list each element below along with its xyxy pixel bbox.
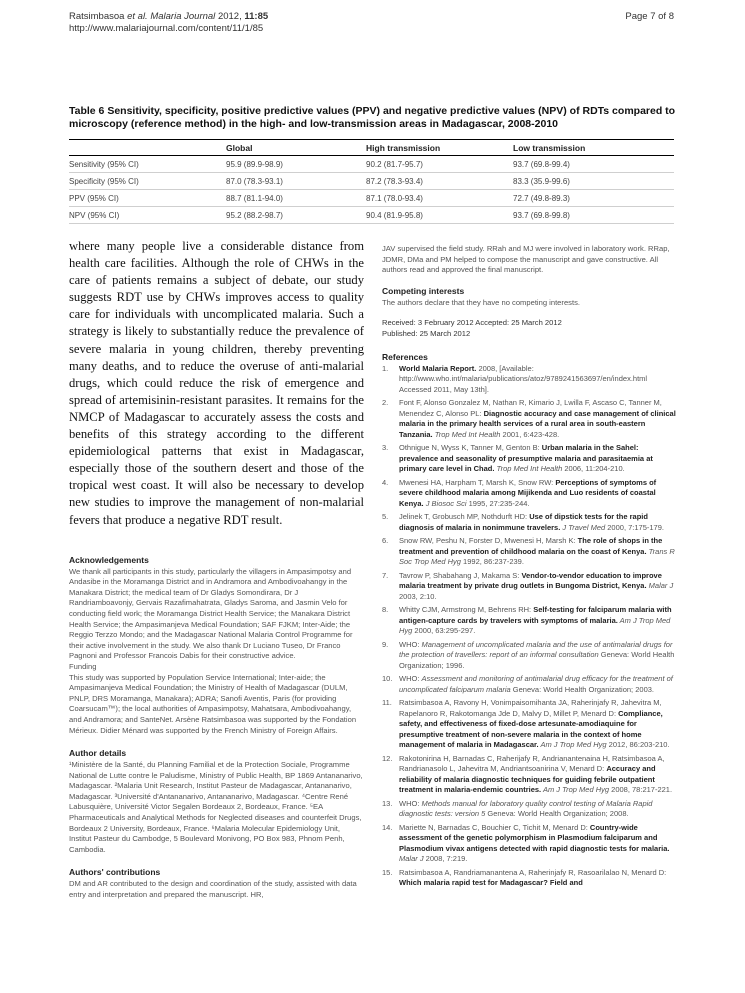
- reference-item: [382, 443, 678, 475]
- table-cell: Sensitivity (95% CI): [69, 156, 226, 173]
- reference-details: 2012, 86:203-210.: [606, 740, 670, 750]
- reference-journal: J Travel Med: [560, 522, 606, 532]
- table-cell: 90.4 (81.9-95.8): [366, 207, 513, 224]
- reference-title[interactable]: Compliance, safety, and effectiveness of fixed-dose artesunate-amodiaquine for presumptive treatment of non-severe malaria in the context of home management of malaria in Madagascar.: [399, 708, 663, 750]
- reference-journal: Management of uncomplicated malaria and the use of antimalarial drugs for the protection of travellers: report of an informal consultation: [399, 639, 673, 660]
- reference-item: [382, 605, 678, 637]
- reference-number: 3.: [382, 443, 389, 453]
- table-cell: 90.2 (81.7-95.7): [366, 156, 513, 173]
- reference-authors: WHO:: [399, 798, 422, 808]
- competing-interests-heading: Competing interests: [382, 285, 465, 296]
- table-caption: Table 6 Sensitivity, specificity, positive predictive values (PPV) and negative predictive values (NPV) of RDTs compared to microscopy (reference method) in the high- and low-transmission areas in Madagascar, 2008-2010: [69, 105, 676, 130]
- reference-journal: Trop Med Int Health: [494, 464, 563, 474]
- reference-details: 1992, 86:237-239.: [460, 557, 524, 567]
- reference-details: 2003, 2:10.: [399, 591, 437, 601]
- reference-item: [382, 640, 678, 672]
- table-cell: PPV (95% CI): [69, 190, 226, 207]
- reference-title[interactable]: Accuracy and reliability of malaria diagnostic techniques for guiding febrile outpatient treatment in malaria-endemic countries.: [399, 764, 656, 795]
- received-dates: Received: 3 February 2012 Accepted: 25 March 2012: [382, 318, 562, 328]
- body-paragraph: where many people live a considerable distance from health care facilities. Although the role of CHWs in the care of patients remains a subject of debate, our study suggests RDT use by CHWs improves access to quality care for individuals with uncomplicated malaria. Such a strategy is likely to substantially reduce the prevalence of severe malaria in young children, thereby preventing many deaths, and to reduce the overuse of anti-malarial drugs, which could reduce the risk of emergence and spread of artemisinin-resistant parasites. It remains for the NMCP of Madagascar to accurately assess the costs and benefits of this strategy according to the different epidemiological patterns that exist in Madagascar, especially those of the southern desert and those of the tropical west coast. It will also be necessary to develop new studies to improve the management of non-malarial fevers that produce a negative RDT result.: [69, 239, 364, 527]
- reference-item: [382, 799, 678, 820]
- reference-details: 2000, 7:175-179.: [605, 522, 664, 532]
- table-header-cell: High transmission: [366, 140, 513, 156]
- reference-details: 2001, 6:423-428.: [500, 429, 560, 439]
- contributions-continued: JAV supervised the field study. RRah and MJ were involved in laboratory work. RRap, JDMR, DMa and PM helped to compose the manuscript and gave constructive. All authors read and approved the final manuscript.: [382, 244, 670, 275]
- reference-title[interactable]: Self-testing for falciparum malaria with antigen-capture cards by travelers with symptoms of malaria.: [399, 605, 672, 625]
- reference-authors: Snow RW, Peshu N, Forster D, Mwenesi H, Marsh K:: [399, 536, 578, 546]
- reference-item: [382, 754, 678, 796]
- reference-authors: Whitty CJM, Armstrong M, Behrens RH:: [399, 605, 534, 615]
- reference-authors: Ratsimbasoa A, Ravony H, Vonimpaisomihanta JA, Raherinjafy R, Jahevitra M, Rapelanoro R, Rakotomanga Jde D, Malvy D, Millet P, Menard D:: [399, 698, 662, 718]
- table-cell: 87.0 (78.3-93.1): [226, 173, 366, 190]
- reference-authors: WHO:: [399, 674, 422, 684]
- reference-item: [382, 478, 678, 510]
- page-number: Page 7 of 8: [625, 11, 674, 22]
- reference-number: 13.: [382, 798, 393, 808]
- reference-item: [382, 698, 678, 751]
- acknowledgements-text: We thank all participants in this study, particularly the villagers in Ampasimpotsy and Andasibe in the Moramanga District and in Andramora and Ambodivoahangy in the Manakara District; the medical team of Dr Gladys Somondirara, Dr J Randriamboavonjy, Gervais Razafimahatrata, Gladys Saroma, and Jasmin Velo for conducting field work; the Moramanga District Health Service; the Manakara District Health Service; the Ampasimanjeva Medical Foundation; SAF FJKM; Inter-Aide; the Reggio Terzzo Mondo; and the Madagascar National Malaria Control Programme for their active involvement in the study. We also thank Dr Luciano Tuseo, Dr Franco Pagnoni and Professor Francois Dabis for their constructive advice.: [69, 566, 353, 661]
- reference-item: [382, 674, 678, 695]
- reference-number: 11.: [382, 698, 392, 708]
- reference-number: 2.: [382, 398, 389, 408]
- reference-journal: Am J Trop Med Hyg: [541, 785, 610, 795]
- reference-journal: Trop Med Int Health: [432, 429, 501, 439]
- table-cell: 87.2 (78.3-93.4): [366, 173, 513, 190]
- reference-item: [382, 512, 678, 533]
- reference-item: [382, 398, 678, 440]
- header-year: 2012,: [217, 11, 242, 22]
- reference-title[interactable]: Vendor-to-vendor education to improve malaria treatment by private drug outlets in Bungoma District, Kenya.: [399, 570, 662, 591]
- reference-title[interactable]: Country-wide assessment of the genetic polymorphism in Plasmodium falciparum and Plasmodium vivax antigens detected with rapid diagnostic tests for malaria.: [399, 822, 670, 853]
- reference-number: 14.: [382, 822, 393, 832]
- table-header-cell: Global: [226, 140, 366, 156]
- reference-number: 5.: [382, 512, 389, 522]
- reference-title[interactable]: Urban malaria in the Sahel: prevalence and seasonality of presumptive malaria and parasitaemia at primary care level in Chad.: [399, 443, 653, 474]
- reference-journal: Am J Trop Med Hyg: [399, 615, 671, 636]
- reference-details: Geneva: World Health Organization; 2008.: [485, 809, 629, 819]
- table-cell: 95.9 (89.9-98.9): [226, 156, 366, 173]
- table-cell: 95.2 (88.2-98.7): [226, 207, 366, 224]
- contributions-text: DM and AR contributed to the design and coordination of the study, assisted with data entry and interpretation and prepared the manuscript. HR,: [69, 879, 357, 900]
- table-cell: Specificity (95% CI): [69, 173, 226, 190]
- citation-line: [69, 11, 268, 23]
- reference-journal: Assessment and monitoring of antimalarial drug efficacy for the treatment of uncomplicated falciparum malaria: [399, 674, 673, 694]
- reference-authors: Tavrow P, Shabahang J, Makama S:: [399, 570, 522, 580]
- table-cell: 88.7 (81.1-94.0): [226, 190, 366, 207]
- references-list: [382, 364, 678, 889]
- references-heading: References: [382, 351, 428, 362]
- reference-journal: Methods manual for laboratory quality control testing of Malaria Rapid diagnostic tests: version 5: [399, 798, 653, 819]
- results-table: [69, 139, 674, 224]
- table-cell: 93.7 (69.8-99.8): [513, 207, 674, 224]
- header-volume: 11:85: [244, 11, 269, 22]
- table-header-cell: Low transmission: [513, 140, 674, 156]
- header-author: Ratsimbasoa: [69, 11, 125, 22]
- table-row: [69, 190, 674, 207]
- table-header-row: [69, 140, 674, 156]
- table-row: [69, 156, 674, 173]
- reference-details: 2000, 63:295-297.: [412, 626, 476, 636]
- reference-authors: Mwenesi HA, Harpham T, Marsh K, Snow RW:: [399, 477, 556, 487]
- header-journal: Malaria Journal: [150, 11, 216, 22]
- reference-authors: Font F, Alonso Gonzalez M, Nathan R, Kimario J, Lwilla F, Ascaso C, Tanner M, Menendez C, Alonso PL:: [399, 398, 662, 418]
- acknowledgements-heading: Acknowledgements: [69, 554, 149, 565]
- reference-authors: Ratsimbasoa A, Randriamanantena A, Raherinjafy R, Rasoarilalao N, Menard D:: [399, 867, 667, 877]
- funding-heading: Funding: [69, 661, 97, 671]
- reference-details: 1995, 27:235-244.: [466, 498, 530, 508]
- table-cell: 87.1 (78.0-93.4): [366, 190, 513, 207]
- table-row: [69, 173, 674, 190]
- reference-authors: Jelinek T, Grobusch MP, Nothdurft HD:: [399, 512, 530, 522]
- reference-authors: Mariette N, Barnadas C, Bouchier C, Tichit M, Menard D:: [399, 822, 590, 832]
- reference-title[interactable]: Use of dipstick tests for the rapid diagnosis of malaria in nonimmune travelers.: [399, 512, 648, 532]
- reference-number: 12.: [382, 753, 393, 763]
- funding-text: This study was supported by Population Service International; Inter-aide; the Ampasimanjeva Medical Foundation; the Ministry of Health of Madagascar (DULM, PNLP, DRS Moramanga, Manakara); ADRA; Sanofi Aventis, Paris (for providing Coarsucam™); the local authorities of Ampasimpotsy, Mahatsara, Ambodivoahangy, and Andramora; and SanteNet. Arsène Ratsimbasoa was supported by the Fondation Mérieux. Didier Ménard was supported by the French Ministry of Foreign Affairs.: [69, 672, 357, 735]
- reference-number: 9.: [382, 639, 389, 649]
- reference-title[interactable]: World Malaria Report.: [399, 363, 477, 373]
- reference-authors: Rakotonirina H, Barnadas C, Raherijafy R, Andrianantenaina H, Ratsimbasoa A, Randrianasolo L, Jahevitra M, Andriantsoanirina V, Menard D:: [399, 753, 665, 774]
- table-cell: 83.3 (35.9-99.6): [513, 173, 674, 190]
- running-header: [69, 11, 268, 35]
- reference-item: [382, 571, 678, 603]
- reference-number: 15.: [382, 867, 393, 877]
- reference-item: [382, 364, 678, 396]
- published-date: Published: 25 March 2012: [382, 328, 471, 338]
- reference-details: Geneva: World Health Organization; 2003.: [510, 684, 654, 694]
- right-column: [382, 244, 678, 892]
- reference-journal: Malar J: [646, 581, 674, 591]
- header-et-al: et al.: [127, 11, 148, 22]
- reference-journal: Am J Trop Med Hyg: [538, 740, 607, 750]
- reference-authors: WHO:: [399, 639, 422, 649]
- author-details-text: ¹Ministère de la Santé, du Planning Familial et de la Protection Sociale, Programme National de Lutte contre le Paludisme, Ministry of Public Health, BP 1869 Antananarivo, Madagascar. ²Malaria Unit Research, Institut Pasteur de Madagascar, Antananarivo, Madagascar. ³Université d'Antananarivo, Antananarivo, Madagascar. ⁴Centre René Labusquière, Université Victor Segalen Bordeaux 2, Bordeaux, France. ⁵EA Pharmaceuticals and Analytical Methods for Neglected diseases and counterfeit Drugs, Bordeaux 2 University, Bordeaux, France. ⁶Malaria Molecular Epidemiology Unit, Institut Pasteur du Cambodge, 5 Boulevard Monivong, PO Box 983, Phnom Penh, Cambodia.: [69, 760, 363, 854]
- competing-interests-text: The authors declare that they have no competing interests.: [382, 297, 580, 307]
- reference-number: 8.: [382, 605, 389, 615]
- table-cell: 93.7 (69.8-99.4): [513, 156, 674, 173]
- reference-number: 6.: [382, 536, 389, 546]
- reference-journal: Malar J: [399, 854, 424, 864]
- table-row: [69, 207, 674, 224]
- reference-number: 10.: [382, 674, 393, 684]
- reference-journal: J Biosoc Sci: [423, 498, 467, 508]
- table-cell: 72.7 (49.8-89.3): [513, 190, 674, 207]
- author-details-heading: Author details: [69, 748, 127, 759]
- reference-details: 2006, 11:204-210.: [562, 464, 625, 474]
- reference-details: Geneva: World Health Organization; 1996.: [399, 650, 675, 670]
- reference-item: [382, 536, 678, 568]
- reference-number: 4.: [382, 477, 389, 487]
- reference-details: 2008, 78:217-221.: [609, 785, 673, 795]
- header-url[interactable]: http://www.malariajournal.com/content/11/1/85: [69, 23, 264, 34]
- reference-authors: Othnigue N, Wyss K, Tanner M, Genton B:: [399, 443, 542, 453]
- reference-title[interactable]: Perceptions of symptoms of severe childhood malaria among Mijikenda and Luo residents of coastal Kenya.: [399, 477, 657, 508]
- reference-title[interactable]: Diagnostic accuracy and case management of clinical malaria in the primary health services of a rural area in south-eastern Tanzania.: [399, 408, 676, 439]
- reference-details: 2008, 7:219.: [423, 854, 468, 864]
- reference-details: 2008, [Available: http://www.who.int/malaria/publications/atoz/9789241563697/en/index.html Accessed 2011, May 13th].: [399, 363, 648, 394]
- table-header-cell: [69, 140, 226, 156]
- reference-item: [382, 823, 678, 865]
- reference-title[interactable]: The role of shops in the treatment and prevention of childhood malaria on the coast of Kenya.: [399, 536, 663, 556]
- reference-number: 7.: [382, 570, 389, 580]
- contributions-heading: Authors' contributions: [69, 867, 161, 878]
- reference-item: [382, 868, 678, 889]
- table-cell: NPV (95% CI): [69, 207, 226, 224]
- reference-title[interactable]: Which malaria rapid test for Madagascar? Field and: [399, 878, 583, 888]
- left-column: [69, 238, 364, 901]
- reference-number: 1.: [382, 363, 389, 373]
- reference-journal: Trans R Soc Trop Med Hyg: [399, 546, 675, 567]
